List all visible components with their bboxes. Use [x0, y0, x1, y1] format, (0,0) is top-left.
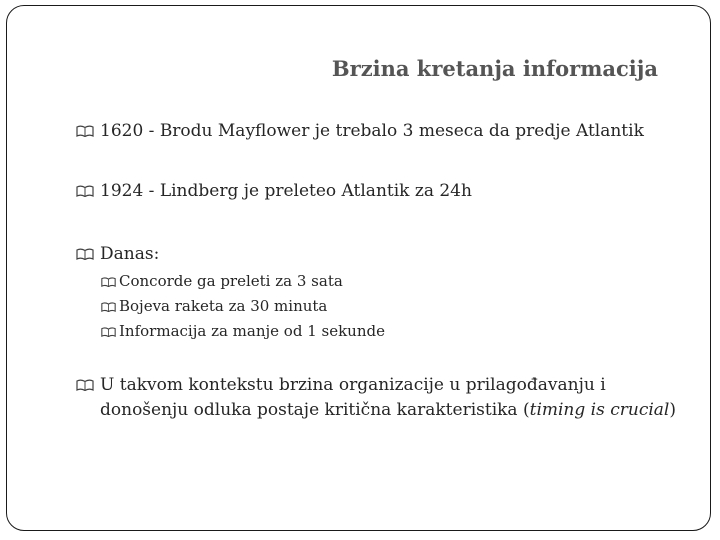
sub-bullet-item [101, 321, 385, 341]
book-icon [76, 248, 94, 260]
book-icon [76, 379, 94, 391]
line2-plain: donošenju odluka postaje kritična karakteristika ( [100, 400, 530, 420]
book-icon [101, 277, 116, 287]
book-icon [76, 125, 94, 137]
bullet-text-line2 [76, 398, 696, 423]
book-icon [101, 327, 116, 337]
bullet-item [76, 120, 644, 143]
bullet-text-line1: U takvom kontekstu brzina organizacije u prilagođavanju i [100, 375, 606, 395]
bullet-item [76, 243, 159, 266]
bullet-text: Danas: [100, 244, 160, 264]
sub-bullet-text: Informacija za manje od 1 sekunde [119, 322, 385, 340]
slide-title: Brzina kretanja informacija [331, 56, 658, 81]
bullet-item [76, 373, 696, 423]
line2-italic: timing is crucial [529, 400, 670, 420]
line2-end: ) [669, 400, 677, 420]
sub-bullet-item [101, 271, 343, 291]
bullet-item [76, 180, 472, 203]
sub-bullet-item [101, 296, 327, 316]
slide-frame [6, 5, 711, 531]
sub-bullet-text: Bojeva raketa za 30 minuta [119, 297, 328, 315]
book-icon [76, 185, 94, 197]
bullet-text: 1924 - Lindberg je preleteo Atlantik za 24h [100, 181, 472, 201]
bullet-text: 1620 - Brodu Mayflower je trebalo 3 meseca da predje Atlantik [100, 121, 644, 141]
sub-bullet-text: Concorde ga preleti za 3 sata [119, 272, 343, 290]
book-icon [101, 302, 116, 312]
